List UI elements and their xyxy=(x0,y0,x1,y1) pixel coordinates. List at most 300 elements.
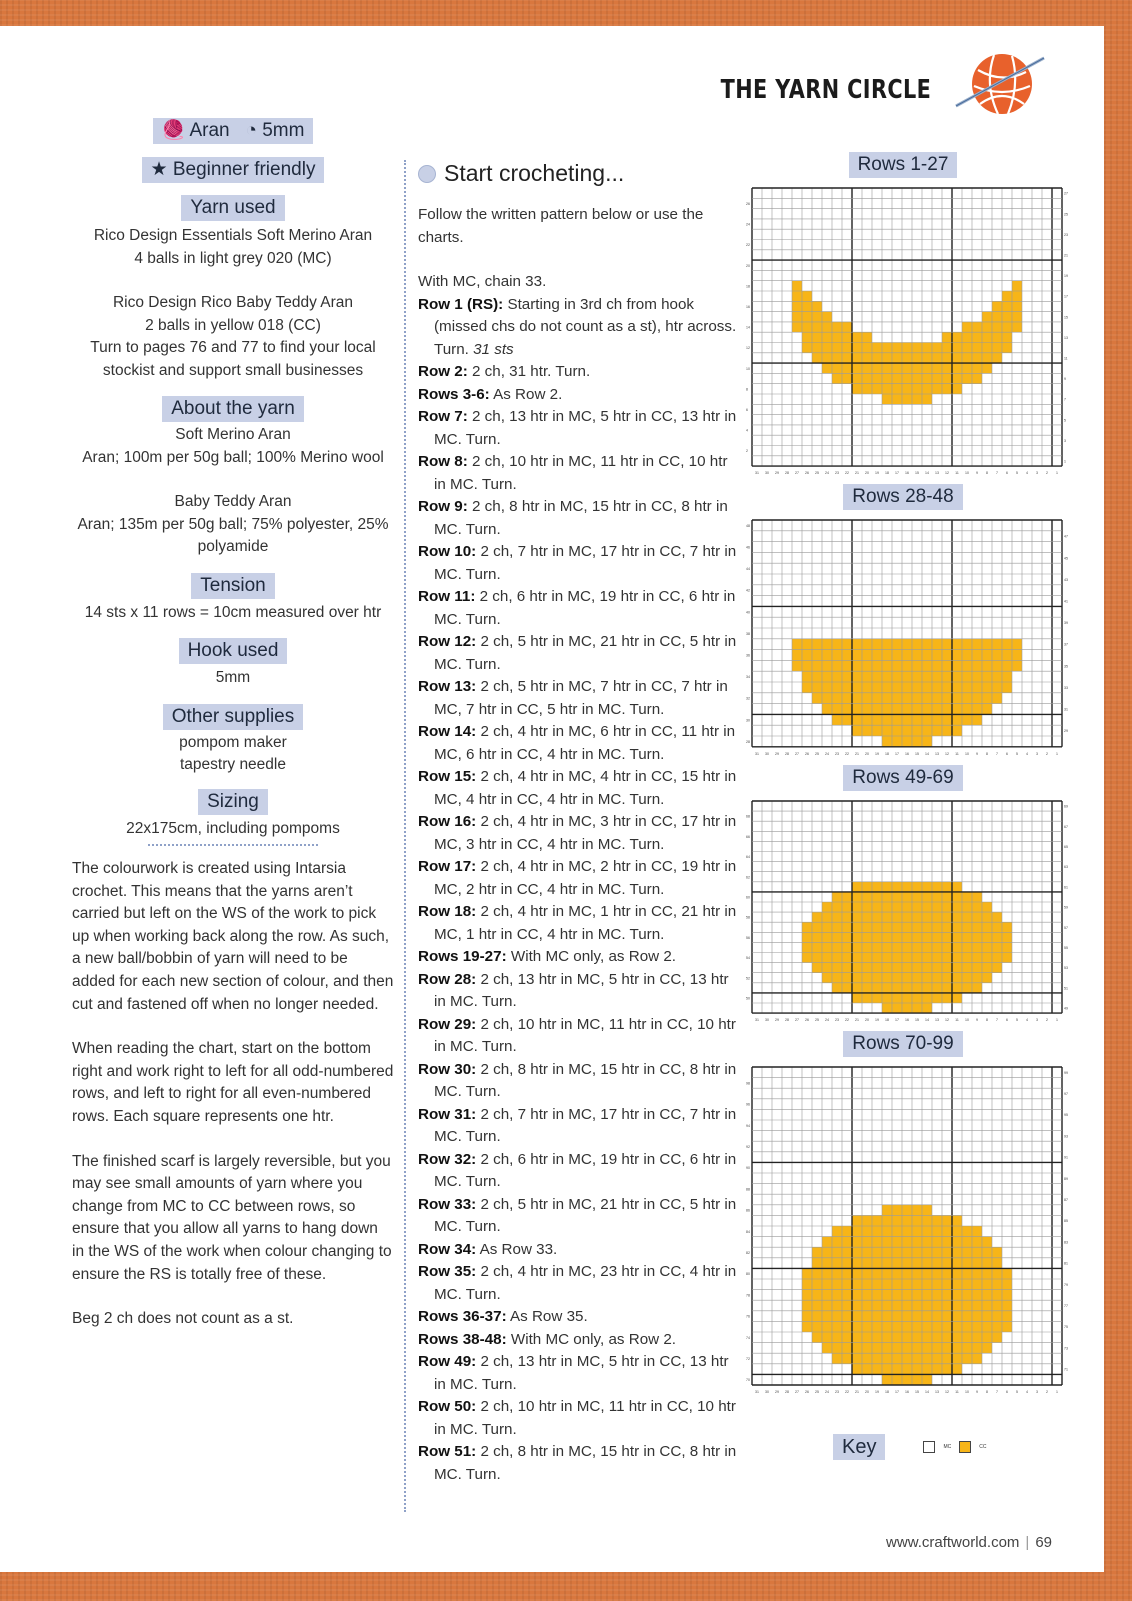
stitch-number: 24 xyxy=(825,1017,829,1022)
stitch-number: 16 xyxy=(905,1389,909,1394)
cc-cells xyxy=(792,301,822,311)
pattern-heading: Start crocheting... xyxy=(418,160,740,187)
stitch-number: 21 xyxy=(855,1017,859,1022)
row-number: 24 xyxy=(746,222,750,227)
row-number: 86 xyxy=(746,1208,750,1213)
row-number: 8 xyxy=(746,387,748,392)
row-number: 52 xyxy=(746,976,750,981)
brand-header xyxy=(720,48,1056,118)
stitch-number: 22 xyxy=(845,1017,849,1022)
stitch-number: 5 xyxy=(1016,471,1018,476)
stitch-number: 16 xyxy=(905,751,909,756)
row-number: 59 xyxy=(1064,905,1068,910)
row-number: 47 xyxy=(1064,534,1068,539)
stitch-number: 18 xyxy=(885,751,889,756)
pattern-row: Rows 36-37: As Row 35. xyxy=(418,1308,588,1325)
pattern-row: Rows 19-27: With MC only, as Row 2. xyxy=(418,948,676,965)
stitch-number: 11 xyxy=(955,1017,959,1022)
row-number: 89 xyxy=(1064,1176,1068,1181)
stitch-number: 3 xyxy=(1036,1017,1038,1022)
cc-cells xyxy=(822,902,992,912)
row-number: 35 xyxy=(1064,664,1068,669)
cc-cells xyxy=(882,394,932,404)
row-number: 15 xyxy=(1064,315,1068,320)
stitch-number: 29 xyxy=(775,751,779,756)
row-number: 19 xyxy=(1064,274,1068,279)
row-number: 54 xyxy=(746,955,750,960)
cc-cells xyxy=(852,725,962,736)
row-number: 6 xyxy=(746,407,748,412)
stitch-number: 17 xyxy=(895,751,899,756)
stitch-number: 11 xyxy=(955,471,959,476)
row-number: 76 xyxy=(746,1314,750,1319)
stitch-number: 2 xyxy=(1046,1017,1048,1022)
chart-title: Rows 1-27 xyxy=(743,152,1063,178)
pattern-row: Row 28: 2 ch, 13 htr in MC, 5 htr in CC, 13 htr in MC. Turn. xyxy=(418,970,729,1010)
stitch-number: 2 xyxy=(1046,471,1048,476)
cc-cells xyxy=(812,1258,1002,1269)
stitch-number: 4 xyxy=(1026,1389,1028,1394)
stitch-number: 12 xyxy=(945,1017,949,1022)
stitch-number: 19 xyxy=(875,471,879,476)
colourwork-chart xyxy=(746,184,1070,478)
stitch-number: 15 xyxy=(915,751,919,756)
pattern-row: Row 17: 2 ch, 4 htr in MC, 2 htr in CC, 19 htr in MC, 2 htr in CC, 4 htr in MC. Turn. xyxy=(418,858,737,898)
about-yarn-text: Soft Merino Aran Aran; 100m per 50g ball; 100% Merino wool Baby Teddy Aran Aran; 135m per 50g ball; 75% polyester, 25% polyamide xyxy=(77,426,389,555)
row-number: 22 xyxy=(746,243,750,248)
row-number: 16 xyxy=(746,304,750,309)
stitch-number: 1 xyxy=(1056,751,1058,756)
intarsia-paragraph: The colourwork is created using Intarsia crochet. This means that the yarns aren’t carried but left on the WS of the work to pick up when working back along the row. As such, a new ball/bobbin of yarn will need to be added for each new section of colour, and then cut and fastened off when no longer needed. xyxy=(72,860,394,1013)
stitch-number: 21 xyxy=(855,471,859,476)
yarn-weight-icon: 🧶 xyxy=(161,120,186,141)
row-number: 1 xyxy=(1064,459,1066,464)
row-number: 94 xyxy=(746,1123,750,1128)
cc-cells xyxy=(822,363,992,373)
pattern-row: Row 9: 2 ch, 8 htr in MC, 15 htr in CC, 8 htr in MC. Turn. xyxy=(418,498,728,538)
stitch-number: 6 xyxy=(1006,751,1008,756)
key-label: Key xyxy=(833,1434,885,1460)
stitch-number: 10 xyxy=(965,471,969,476)
stitch-number: 25 xyxy=(815,1389,819,1394)
charts-column xyxy=(743,152,1068,1397)
row-number: 13 xyxy=(1064,335,1068,340)
yarn-ball-logo-icon xyxy=(954,48,1046,120)
pattern-row: Row 15: 2 ch, 4 htr in MC, 4 htr in CC, 15 htr in MC, 4 htr in CC, 4 htr in MC. Turn. xyxy=(418,768,737,808)
cc-cells xyxy=(812,1247,1002,1258)
row-number: 38 xyxy=(746,631,750,636)
row-number: 68 xyxy=(746,814,750,819)
row-number: 70 xyxy=(746,1378,750,1383)
stitch-number: 8 xyxy=(986,1389,988,1394)
row-number: 9 xyxy=(1064,377,1066,382)
row-number: 56 xyxy=(746,935,750,940)
row-number: 41 xyxy=(1064,599,1068,604)
row-number: 58 xyxy=(746,915,750,920)
stitch-number: 10 xyxy=(965,1389,969,1394)
cc-cells xyxy=(802,671,1012,682)
cc-cells xyxy=(802,1279,1012,1290)
row-number: 57 xyxy=(1064,925,1068,930)
stitch-number: 14 xyxy=(925,1017,929,1022)
pattern-intro: Follow the written pattern below or use the charts. xyxy=(418,206,704,246)
row-number: 69 xyxy=(1064,804,1068,809)
stitch-number: 18 xyxy=(885,471,889,476)
stitch-number: 28 xyxy=(785,1017,789,1022)
stitch-number: 20 xyxy=(865,1017,869,1022)
stitch-number: 7 xyxy=(996,471,998,476)
stitch-number: 31 xyxy=(755,751,759,756)
cc-cells xyxy=(792,650,1022,661)
row-number: 17 xyxy=(1064,294,1068,299)
stitch-number: 25 xyxy=(815,1017,819,1022)
row-number: 79 xyxy=(1064,1282,1068,1287)
cc-cells xyxy=(832,892,982,902)
row-number: 5 xyxy=(1064,418,1066,423)
pattern-row: Row 16: 2 ch, 4 htr in MC, 3 htr in CC, 17 htr in MC, 3 htr in CC, 4 htr in MC. Turn. xyxy=(418,813,737,853)
row-number: 98 xyxy=(746,1081,750,1086)
cc-cells xyxy=(832,983,982,993)
stitch-number: 7 xyxy=(996,751,998,756)
row-number: 46 xyxy=(746,545,750,550)
row-number: 44 xyxy=(746,567,750,572)
row-number: 20 xyxy=(746,263,750,268)
stitch-number: 13 xyxy=(935,471,939,476)
cc-cells xyxy=(802,1311,1012,1322)
pattern-row: Rows 38-48: With MC only, as Row 2. xyxy=(418,1330,676,1348)
row-number: 93 xyxy=(1064,1134,1068,1139)
stitch-number: 2 xyxy=(1046,1389,1048,1394)
cc-cells xyxy=(852,882,962,892)
section-heading: About the yarn xyxy=(162,396,304,422)
pattern-row: Row 31: 2 ch, 7 htr in MC, 17 htr in CC, 7 htr in MC. Turn. xyxy=(418,1105,737,1145)
colourwork-chart xyxy=(746,797,1070,1025)
cc-cells xyxy=(822,1237,992,1248)
stitch-number: 17 xyxy=(895,1389,899,1394)
row-number: 26 xyxy=(746,201,750,206)
cc-cells xyxy=(812,353,1002,363)
row-number: 90 xyxy=(746,1166,750,1171)
stitch-number: 17 xyxy=(895,471,899,476)
row-number: 77 xyxy=(1064,1303,1068,1308)
row-number: 60 xyxy=(746,895,750,900)
stitch-number: 26 xyxy=(805,751,809,756)
row-number: 31 xyxy=(1064,707,1068,712)
stitch-number: 11 xyxy=(955,1389,959,1394)
cc-cells xyxy=(882,1374,932,1385)
row-number: 42 xyxy=(746,588,750,593)
brand-name: THE YARN CIRCLE xyxy=(720,75,931,105)
row-number: 11 xyxy=(1064,356,1068,361)
row-number: 74 xyxy=(746,1335,750,1340)
reversible-paragraph: The finished scarf is largely reversible, but you may see small amounts of yarn where you change from MC to CC between rows, so ensure that you allow all yarns to hang down in the WS of the work when colour changing to ensure the RS is totally free of these. xyxy=(72,1152,392,1283)
pattern-row: Row 10: 2 ch, 7 htr in MC, 17 htr in CC, 7 htr in MC. Turn. xyxy=(418,543,737,583)
stitch-number: 22 xyxy=(845,471,849,476)
row-number: 30 xyxy=(746,718,750,723)
stitch-number: 29 xyxy=(775,1017,779,1022)
difficulty-tag: ★ Beginner friendly xyxy=(142,157,325,183)
cc-cells xyxy=(812,962,1002,972)
stitch-number: 4 xyxy=(1026,751,1028,756)
row-number: 40 xyxy=(746,610,750,615)
stitch-number: 15 xyxy=(915,1389,919,1394)
supplies-text: pompom maker tapestry needle xyxy=(179,733,287,773)
magazine-page xyxy=(0,26,1104,1572)
stitch-number: 29 xyxy=(775,471,779,476)
row-number: 39 xyxy=(1064,621,1068,626)
cc-cells xyxy=(992,301,1022,311)
stitch-number: 29 xyxy=(775,1389,779,1394)
stitch-number: 25 xyxy=(815,751,819,756)
row-number: 96 xyxy=(746,1102,750,1107)
cc-cells xyxy=(1012,281,1022,291)
row-number: 75 xyxy=(1064,1325,1068,1330)
stitch-number: 10 xyxy=(965,751,969,756)
chart-key xyxy=(833,1434,986,1460)
row-number: 99 xyxy=(1064,1070,1068,1075)
cc-cells xyxy=(802,932,1012,942)
stitch-number: 25 xyxy=(815,471,819,476)
stitch-number: 27 xyxy=(795,471,799,476)
pattern-row: Row 30: 2 ch, 8 htr in MC, 15 htr in CC, 8 htr in MC. Turn. xyxy=(418,1060,737,1100)
cc-cells xyxy=(822,704,992,715)
cc-cells xyxy=(812,912,1002,922)
stitch-number: 20 xyxy=(865,1389,869,1394)
stitch-number: 15 xyxy=(915,471,919,476)
row-number: 67 xyxy=(1064,824,1068,829)
column-divider xyxy=(404,160,406,1512)
row-number: 18 xyxy=(746,284,750,289)
row-number: 73 xyxy=(1064,1346,1068,1351)
stitch-number: 2 xyxy=(1046,751,1048,756)
cc-cells xyxy=(852,384,962,394)
stitch-number: 7 xyxy=(996,1389,998,1394)
hook-size-icon: ◔ xyxy=(245,120,257,141)
stitch-number: 19 xyxy=(875,751,879,756)
cc-cells xyxy=(802,1321,1012,1332)
section-heading: Sizing xyxy=(198,789,268,815)
stitch-number: 27 xyxy=(795,1389,799,1394)
stitch-number: 31 xyxy=(755,1389,759,1394)
cc-cells xyxy=(832,373,982,383)
cc-cells xyxy=(822,1343,992,1354)
stitch-number: 4 xyxy=(1026,471,1028,476)
stitch-number: 24 xyxy=(825,751,829,756)
row-number: 29 xyxy=(1064,729,1068,734)
stitch-number: 8 xyxy=(986,1017,988,1022)
row-number: 10 xyxy=(746,366,750,371)
stitch-number: 15 xyxy=(915,1017,919,1022)
pattern-row: Row 13: 2 ch, 5 htr in MC, 7 htr in CC, 7 htr in MC, 7 htr in CC, 5 htr in MC. Turn. xyxy=(418,678,728,718)
stitch-number: 18 xyxy=(885,1017,889,1022)
stitch-number: 6 xyxy=(1006,1389,1008,1394)
cc-cells xyxy=(852,993,962,1003)
cc-cells xyxy=(802,942,1012,952)
cc-cells xyxy=(852,1364,962,1375)
stitch-number: 21 xyxy=(855,751,859,756)
stitch-number: 3 xyxy=(1036,1389,1038,1394)
cc-cells xyxy=(882,736,932,747)
stitch-number: 31 xyxy=(755,1017,759,1022)
pattern-row: Row 7: 2 ch, 13 htr in MC, 5 htr in CC, 13 htr in MC. Turn. xyxy=(418,408,737,448)
stitch-number: 30 xyxy=(765,1389,769,1394)
mc-swatch xyxy=(923,1441,935,1453)
colourwork-chart xyxy=(746,1063,1070,1397)
stitch-number: 19 xyxy=(875,1017,879,1022)
stitch-number: 13 xyxy=(935,1389,939,1394)
hook-text: 5mm xyxy=(215,669,251,686)
row-number: 50 xyxy=(746,996,750,1001)
pattern-row: Row 18: 2 ch, 4 htr in MC, 1 htr in CC, 21 htr in MC, 1 htr in CC, 4 htr in MC. Turn. xyxy=(418,903,737,943)
row-number: 82 xyxy=(746,1250,750,1255)
row-number: 65 xyxy=(1064,844,1068,849)
chart-title: Rows 49-69 xyxy=(743,765,1063,791)
row-number: 49 xyxy=(1064,1006,1068,1011)
stitch-number: 11 xyxy=(955,751,959,756)
page-footer: www.craftworld.com | 69 xyxy=(886,1534,1052,1551)
chart-reading-paragraph: When reading the chart, start on the bottom right and work right to left for all odd-numbered rows, and left to right for all even-numbered rows. Each square represents one htr. xyxy=(72,1040,394,1125)
stitch-number: 5 xyxy=(1016,1017,1018,1022)
cc-cells xyxy=(802,343,1012,353)
stitch-number: 4 xyxy=(1026,1017,1028,1022)
cc-label: CC xyxy=(979,1444,987,1450)
stitch-number: 10 xyxy=(965,1017,969,1022)
cc-swatch xyxy=(959,1441,971,1453)
row-number: 81 xyxy=(1064,1261,1068,1266)
stitch-number: 7 xyxy=(996,1017,998,1022)
stitch-number: 8 xyxy=(986,751,988,756)
dotted-divider xyxy=(148,844,318,846)
stitch-number: 13 xyxy=(935,751,939,756)
row-number: 62 xyxy=(746,875,750,880)
stitch-number: 12 xyxy=(945,1389,949,1394)
row-number: 72 xyxy=(746,1356,750,1361)
section-heading: Tension xyxy=(191,573,275,599)
stitch-number: 28 xyxy=(785,471,789,476)
cc-cells xyxy=(832,1226,982,1237)
row-number: 92 xyxy=(746,1144,750,1149)
stitch-number: 3 xyxy=(1036,471,1038,476)
cc-cells xyxy=(852,1215,962,1226)
pattern-row: Row 50: 2 ch, 10 htr in MC, 11 htr in CC, 10 htr in MC. Turn. xyxy=(418,1398,736,1438)
stitch-number: 3 xyxy=(1036,751,1038,756)
row-number: 63 xyxy=(1064,865,1068,870)
stitch-number: 28 xyxy=(785,1389,789,1394)
stitch-number: 30 xyxy=(765,751,769,756)
stitch-number: 1 xyxy=(1056,1389,1058,1394)
stitch-number: 9 xyxy=(976,751,978,756)
row-number: 66 xyxy=(746,834,750,839)
row-number: 91 xyxy=(1064,1155,1068,1160)
section-heading: Yarn used xyxy=(181,195,284,221)
row-number: 12 xyxy=(746,346,750,351)
stitch-number: 8 xyxy=(986,471,988,476)
pattern-row: Row 32: 2 ch, 6 htr in MC, 19 htr in CC, 6 htr in MC. Turn. xyxy=(418,1150,737,1190)
stitch-number: 22 xyxy=(845,751,849,756)
stitch-number: 20 xyxy=(865,751,869,756)
stitch-number: 12 xyxy=(945,751,949,756)
stitch-number: 6 xyxy=(1006,1017,1008,1022)
row-number: 48 xyxy=(746,523,750,528)
row-number: 45 xyxy=(1064,556,1068,561)
stitch-number: 16 xyxy=(905,471,909,476)
row-number: 37 xyxy=(1064,642,1068,647)
stitch-number: 28 xyxy=(785,751,789,756)
row-number: 4 xyxy=(746,428,748,433)
cc-cells xyxy=(802,682,1012,693)
cc-cells xyxy=(792,660,1022,671)
cc-cells xyxy=(802,1268,1012,1279)
stitch-number: 14 xyxy=(925,1389,929,1394)
row-number: 87 xyxy=(1064,1197,1068,1202)
row-number: 95 xyxy=(1064,1113,1068,1118)
sizing-text: 22x175cm, including pompoms xyxy=(126,819,340,837)
stitch-number: 31 xyxy=(755,471,759,476)
pattern-column xyxy=(418,160,740,1486)
row-number: 53 xyxy=(1064,966,1068,971)
tension-text: 14 sts x 11 rows = 10cm measured over htr xyxy=(84,603,382,621)
row-number: 71 xyxy=(1064,1367,1068,1372)
pattern-row: Rows 3-6: As Row 2. xyxy=(418,385,563,403)
row-number: 14 xyxy=(746,325,750,330)
row-number: 97 xyxy=(1064,1091,1068,1096)
stitch-number: 26 xyxy=(805,471,809,476)
pattern-row: Row 2: 2 ch, 31 htr. Turn. xyxy=(418,363,591,380)
section-heading: Other supplies xyxy=(163,704,304,730)
row-number: 84 xyxy=(746,1229,750,1234)
cc-cells xyxy=(882,1003,932,1013)
stitch-number: 13 xyxy=(935,1017,939,1022)
cc-cells xyxy=(812,693,1002,704)
row-number: 23 xyxy=(1064,232,1068,237)
pattern-row: Row 49: 2 ch, 13 htr in MC, 5 htr in CC, 13 htr in MC. Turn. xyxy=(418,1353,729,1393)
stitch-number: 22 xyxy=(845,1389,849,1394)
stitch-number: 24 xyxy=(825,471,829,476)
row-number: 51 xyxy=(1064,986,1068,991)
stitch-number: 19 xyxy=(875,1389,879,1394)
yarn-ball-icon xyxy=(418,165,436,183)
row-number: 28 xyxy=(746,739,750,744)
stitch-number: 9 xyxy=(976,1389,978,1394)
stitch-number: 14 xyxy=(925,471,929,476)
stitch-number: 27 xyxy=(795,1017,799,1022)
row-number: 80 xyxy=(746,1272,750,1277)
stitch-number: 26 xyxy=(805,1017,809,1022)
stitch-number: 24 xyxy=(825,1389,829,1394)
row-number: 78 xyxy=(746,1293,750,1298)
stitch-number: 23 xyxy=(835,1017,839,1022)
pattern-row: Row 1 (RS): Starting in 3rd ch from hook (missed chs do not count as a st), htr across. Turn. 31 sts xyxy=(418,295,737,358)
stitch-number: 23 xyxy=(835,751,839,756)
pattern-chain: With MC, chain 33. xyxy=(418,273,547,290)
stitch-number: 17 xyxy=(895,1017,899,1022)
row-number: 32 xyxy=(746,696,750,701)
stitch-number: 6 xyxy=(1006,471,1008,476)
chart-title: Rows 28-48 xyxy=(743,484,1063,510)
row-number: 3 xyxy=(1064,438,1066,443)
pattern-row: Row 34: As Row 33. xyxy=(418,1240,558,1258)
pattern-row: Row 12: 2 ch, 5 htr in MC, 21 htr in CC, 5 htr in MC. Turn. xyxy=(418,633,737,673)
row-number: 27 xyxy=(1064,191,1068,196)
pattern-row: Row 29: 2 ch, 10 htr in MC, 11 htr in CC, 10 htr in MC. Turn. xyxy=(418,1015,736,1055)
footer-url[interactable]: www.craftworld.com xyxy=(886,1534,1020,1551)
left-column xyxy=(72,118,394,1353)
pattern-row: Row 14: 2 ch, 4 htr in MC, 6 htr in CC, 11 htr in MC, 6 htr in CC, 4 htr in MC. Turn. xyxy=(418,723,736,763)
stitch-number: 30 xyxy=(765,1017,769,1022)
stitch-number: 23 xyxy=(835,471,839,476)
cc-cells xyxy=(812,1332,1002,1343)
cc-cells xyxy=(802,1290,1012,1301)
